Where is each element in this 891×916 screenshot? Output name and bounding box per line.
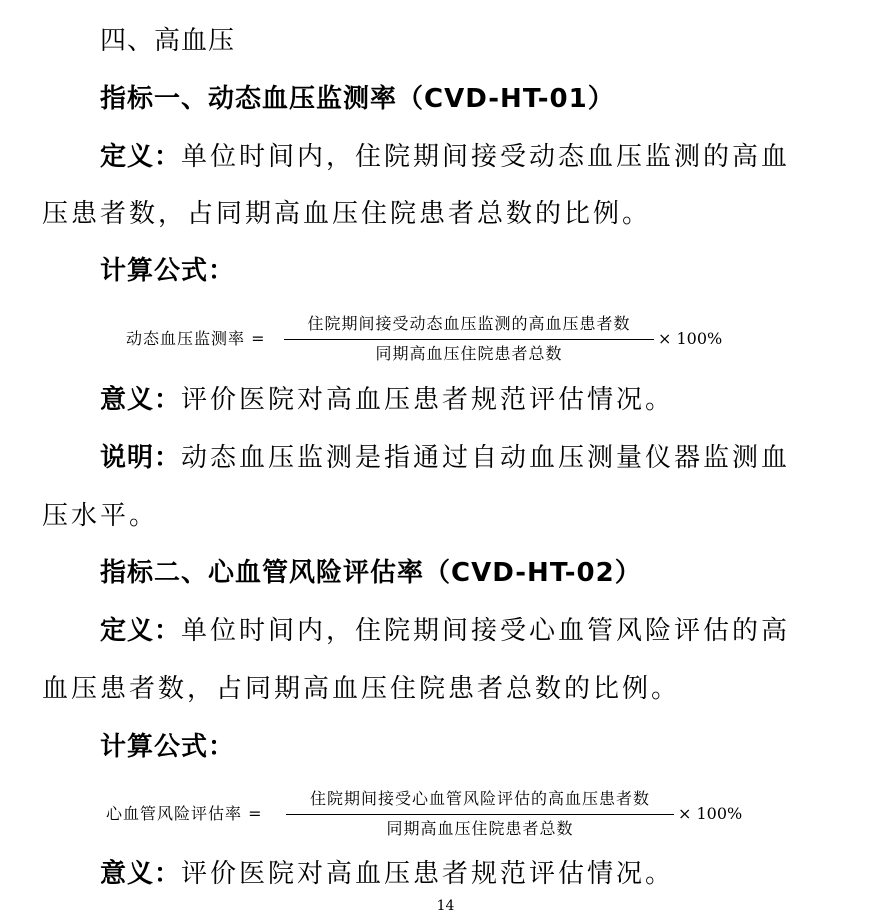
meaning-label: 意义：	[100, 859, 182, 889]
section-title: 四、高血压	[100, 26, 236, 56]
formula-denominator: 同期高血压住院患者总数	[375, 344, 563, 363]
indicator2-meaning	[100, 857, 674, 891]
page-number: 14	[436, 898, 455, 914]
definition-text: 单位时间内，住院期间接受心血管风险评估的高	[181, 616, 791, 646]
definition-label: 定义：	[100, 616, 182, 646]
indicator1-definition	[100, 140, 790, 174]
meaning-label: 意义：	[100, 385, 182, 415]
fraction-bar	[284, 339, 654, 340]
indicator2-definition	[100, 614, 790, 648]
formula-lhs: 心血管风险评估率 =	[106, 804, 263, 823]
indicator1-formula-label: 计算公式：	[100, 256, 236, 286]
formula-multiplier: × 100%	[658, 329, 723, 348]
indicator1-note-cont: 压水平。	[42, 501, 159, 531]
definition-label: 定义：	[100, 142, 182, 172]
note-label: 说明：	[100, 443, 182, 473]
formula-numerator: 住院期间接受动态血压监测的高血压患者数	[307, 314, 631, 333]
formula-numerator: 住院期间接受心血管风险评估的高血压患者数	[309, 789, 650, 808]
indicator1-title: 指标一、动态血压监测率（CVD-HT-01）	[100, 84, 615, 114]
fraction-bar	[286, 814, 674, 815]
indicator2-formula-label: 计算公式：	[100, 732, 236, 762]
meaning-text: 评价医院对高血压患者规范评估情况。	[181, 385, 675, 415]
indicator1-meaning	[100, 383, 674, 417]
indicator2-title: 指标二、心血管风险评估率（CVD-HT-02）	[100, 558, 642, 588]
formula-multiplier: × 100%	[678, 804, 743, 823]
meaning-text: 评价医院对高血压患者规范评估情况。	[181, 859, 675, 889]
formula-denominator: 同期高血压住院患者总数	[386, 819, 574, 838]
indicator1-definition-cont: 压患者数，占同期高血压住院患者总数的比例。	[42, 199, 652, 229]
indicator2-definition-cont: 血压患者数，占同期高血压住院患者总数的比例。	[42, 674, 681, 704]
formula-lhs: 动态血压监测率 =	[126, 329, 266, 348]
indicator1-note	[100, 441, 790, 475]
definition-text: 单位时间内，住院期间接受动态血压监测的高血	[181, 142, 791, 172]
note-text: 动态血压监测是指通过自动血压测量仪器监测血	[181, 443, 791, 473]
